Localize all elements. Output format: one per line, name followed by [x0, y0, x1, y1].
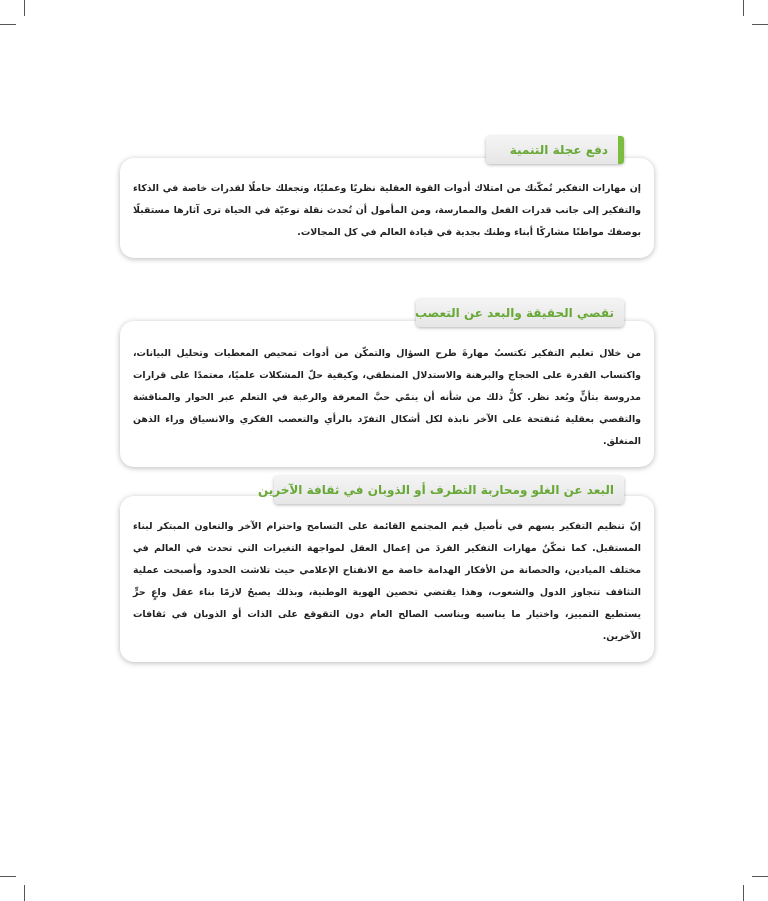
section-text: إن مهارات التفكير تُمكّنك من امتلاك أدوات القوة العقلية نظريًا وعمليًا، وتجعلك حاملًا لقدرات خاصة في الذكاء والتفكير إلى جانب قدرات الفعل والممارسة، ومن المأمول أن تُحدث نقلة نوعيّة في الحياة ترى آثارها مستقبلًا بوصفك مواطنًا مشاركًا أبناء وطنك بجدية في قيادة العالم في كل المجالات. — [133, 183, 641, 238]
section-truth-seeking — [120, 299, 654, 467]
crop-mark — [24, 0, 25, 16]
section-title-tab — [257, 476, 624, 504]
section-title-tab — [486, 136, 624, 164]
section-text: من خلال تعليم التفكير تكتسبُ مهارةَ طرح السؤال والتمكّن من أدوات تمحيص المعطيات وتحليل البيانات، واكتساب القدرة على الحجاج والبرهنة والاستدلال المنطقي، وكيفية حلّ المشكلات علميًا، معتمدًا على قرارات مدروسة بتأنٍّ وبُعد نظر. كلُّ ذلك من شأنه أن ينمّي حبَّ المعرفة والرغبة في التعلم عبر الحوار والمناقشة والتقصي بعقلية مُنفتحة على الآخر نابذة لكل أشكال التفرّد بالرأي والتعصب الفكري والانسياق وراء الذهن المنغلق. — [133, 348, 641, 447]
section-title: تقصي الحقيقة والبعد عن التعصب — [414, 306, 614, 320]
crop-mark — [743, 0, 744, 16]
crop-mark — [0, 24, 16, 25]
section-box — [120, 321, 654, 467]
section-title: دفع عجلة التنمية — [509, 143, 608, 157]
section-title-tab — [416, 299, 624, 327]
crop-mark — [752, 24, 768, 25]
crop-mark — [743, 885, 744, 901]
section-box — [120, 496, 654, 662]
accent-bar — [618, 136, 624, 164]
crop-mark — [752, 876, 768, 877]
section-development — [120, 136, 654, 258]
section-anti-extremism — [120, 476, 654, 662]
crop-mark — [0, 876, 16, 877]
section-text: إنّ تنظيم التفكير يسهم في تأصيل قيم المجتمع القائمة على التسامح واحترام الآخر والتعاون المبتكر لبناء المستقبل. كما تمكّنُ مهارات التفكير الفردَ من إعمال العقل لمواجهة التغيرات التي تحدث في العالم في مختلف الميادين، والحصانة من الأفكار الهدامة خاصة مع الانفتاح الإعلامي حيث تلاشت الحدود وأصبحت عملية التثاقف تتجاوز الدول والشعوب، وهذا يقتضي تحصين الهوية الوطنية، وبذلك يصبحُ لازمًا بناء عقل واعٍ حرٍّ يستطيع التمييز، واختيار ما يناسبه ويناسب الصالح العام دون التقوقع على الذات أو الذوبان في ثقافات الآخرين. — [133, 521, 641, 642]
section-title: البعد عن الغلو ومحاربة التطرف أو الذوبان في ثقافة الآخرين — [257, 483, 614, 497]
section-box — [120, 158, 654, 258]
crop-mark — [24, 885, 25, 901]
